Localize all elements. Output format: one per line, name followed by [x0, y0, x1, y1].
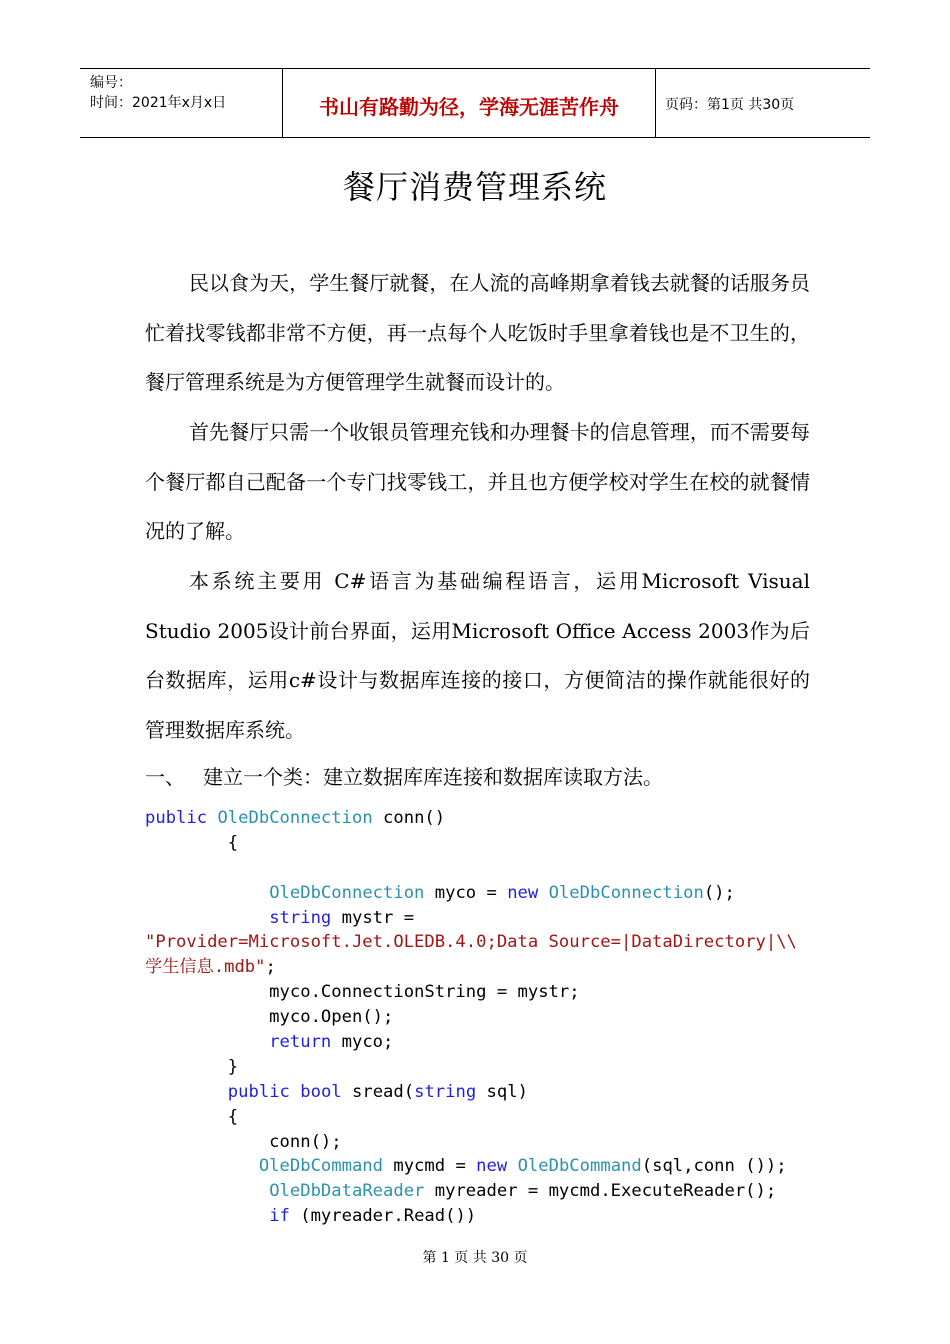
- code-token: [507, 1156, 517, 1176]
- code-line: [145, 856, 825, 881]
- code-line: [145, 1005, 825, 1030]
- code-line: [145, 881, 825, 906]
- header-table: [80, 68, 870, 138]
- code-token: [538, 883, 548, 903]
- code-token: (sql,conn ());: [641, 1156, 787, 1177]
- section-heading: [145, 761, 663, 790]
- code-line: [145, 1055, 825, 1080]
- code-token: OleDbDataReader: [269, 1181, 425, 1202]
- code-token: [145, 1206, 269, 1226]
- code-token: "Provider=Microsoft.Jet.OLEDB.4.0;Data Source=|DataDirectory|\\: [145, 932, 797, 953]
- code-line: [145, 955, 825, 980]
- code-token: OleDbConnection: [217, 808, 373, 828]
- code-token: sread(: [341, 1081, 415, 1102]
- code-token: conn();: [145, 1131, 342, 1152]
- code-token: {: [145, 832, 239, 853]
- code-token: {: [145, 1106, 239, 1127]
- document-title: 餐厅消费管理系统: [342, 168, 607, 206]
- section-text: 建立一个类：建立数据库库连接和数据库读取方法。: [203, 765, 663, 789]
- code-token: conn(): [372, 808, 446, 828]
- code-line: [145, 1130, 825, 1155]
- code-token: [145, 1082, 228, 1102]
- code-token: myreader = mycmd.ExecuteReader();: [424, 1181, 777, 1202]
- code-line: [145, 1080, 825, 1105]
- code-token: [145, 1156, 259, 1176]
- code-token: [207, 808, 217, 828]
- code-token: return: [269, 1032, 332, 1053]
- code-token: [145, 908, 269, 928]
- code-token: [145, 1032, 269, 1052]
- code-line: [145, 1105, 825, 1130]
- code-line: [145, 980, 825, 1005]
- code-token: new: [507, 882, 539, 903]
- code-token: myco =: [424, 882, 508, 903]
- code-line: [145, 1154, 825, 1179]
- code-token: (myreader.Read()): [289, 1206, 477, 1227]
- code-token: myco.Open();: [145, 1007, 394, 1028]
- header-page-cell: [655, 69, 870, 137]
- code-token: public: [145, 808, 208, 828]
- code-token: [145, 883, 269, 903]
- code-token: string: [414, 1081, 477, 1102]
- paragraph-technology: 本系统主要用 C#语言为基础编程语言，运用Microsoft Visual Studio 2005设计前台界面，运用Microsoft Office Access 2003作为后台数据库，运用c#设计与数据库连接的接口，方便简洁的操作就能很好的管理数据库系统。: [145, 569, 810, 743]
- code-token: }: [145, 1056, 239, 1077]
- code-token: ;: [265, 957, 276, 978]
- code-block: [145, 806, 825, 1229]
- page-footer: 第 1 页 共 30 页: [422, 1250, 528, 1266]
- code-token: public: [227, 1081, 290, 1102]
- code-token: OleDbCommand: [258, 1156, 384, 1177]
- code-token: OleDbConnection: [548, 882, 704, 903]
- code-token: bool: [300, 1081, 342, 1102]
- code-line: [145, 1030, 825, 1055]
- code-line: [145, 806, 825, 831]
- paragraph-cashier: 首先餐厅只需一个收银员管理充钱和办理餐卡的信息管理，而不需要每个餐厅都自己配备一个专门找零钱工，并且也方便学校对学生在校的就餐情况的了解。: [145, 420, 810, 544]
- code-token: mystr =: [331, 907, 415, 928]
- code-token: [145, 1181, 269, 1201]
- code-line: [145, 930, 825, 955]
- code-token: new: [476, 1156, 508, 1177]
- code-line: [145, 1179, 825, 1204]
- paragraph-intro: 民以食为天，学生餐厅就餐，在人流的高峰期拿着钱去就餐的话服务员忙着找零钱都非常不方便，再一点每个人吃饭时手里拿着钱也是不卫生的，餐厅管理系统是为方便管理学生就餐而设计的。: [145, 271, 810, 395]
- code-token: string: [269, 907, 332, 928]
- code-token: mycmd =: [383, 1156, 477, 1177]
- code-token: OleDbCommand: [517, 1156, 642, 1177]
- code-token: sql): [476, 1081, 528, 1102]
- header-page-label: 页码：第1页 共30页: [665, 97, 795, 113]
- code-line: [145, 906, 825, 931]
- code-token: 学生信息.mdb": [145, 957, 266, 978]
- doc-time-label: 时间：2021年x月x日: [90, 95, 227, 111]
- code-token: if: [269, 1206, 290, 1227]
- code-token: OleDbConnection: [269, 882, 425, 903]
- code-line: [145, 831, 825, 856]
- code-token: myco.ConnectionString = mystr;: [145, 982, 580, 1003]
- code-token: ();: [703, 882, 735, 903]
- doc-number-label: 编号：: [90, 75, 132, 91]
- code-token: [290, 1082, 300, 1102]
- header-meta-cell: [80, 69, 282, 137]
- code-token: myco;: [331, 1032, 394, 1053]
- code-line: [145, 1204, 825, 1229]
- header-motto: 书山有路勤为径，学海无涯苦作舟: [319, 95, 619, 119]
- header-motto-cell: [282, 69, 656, 137]
- section-number: 一、: [145, 765, 185, 789]
